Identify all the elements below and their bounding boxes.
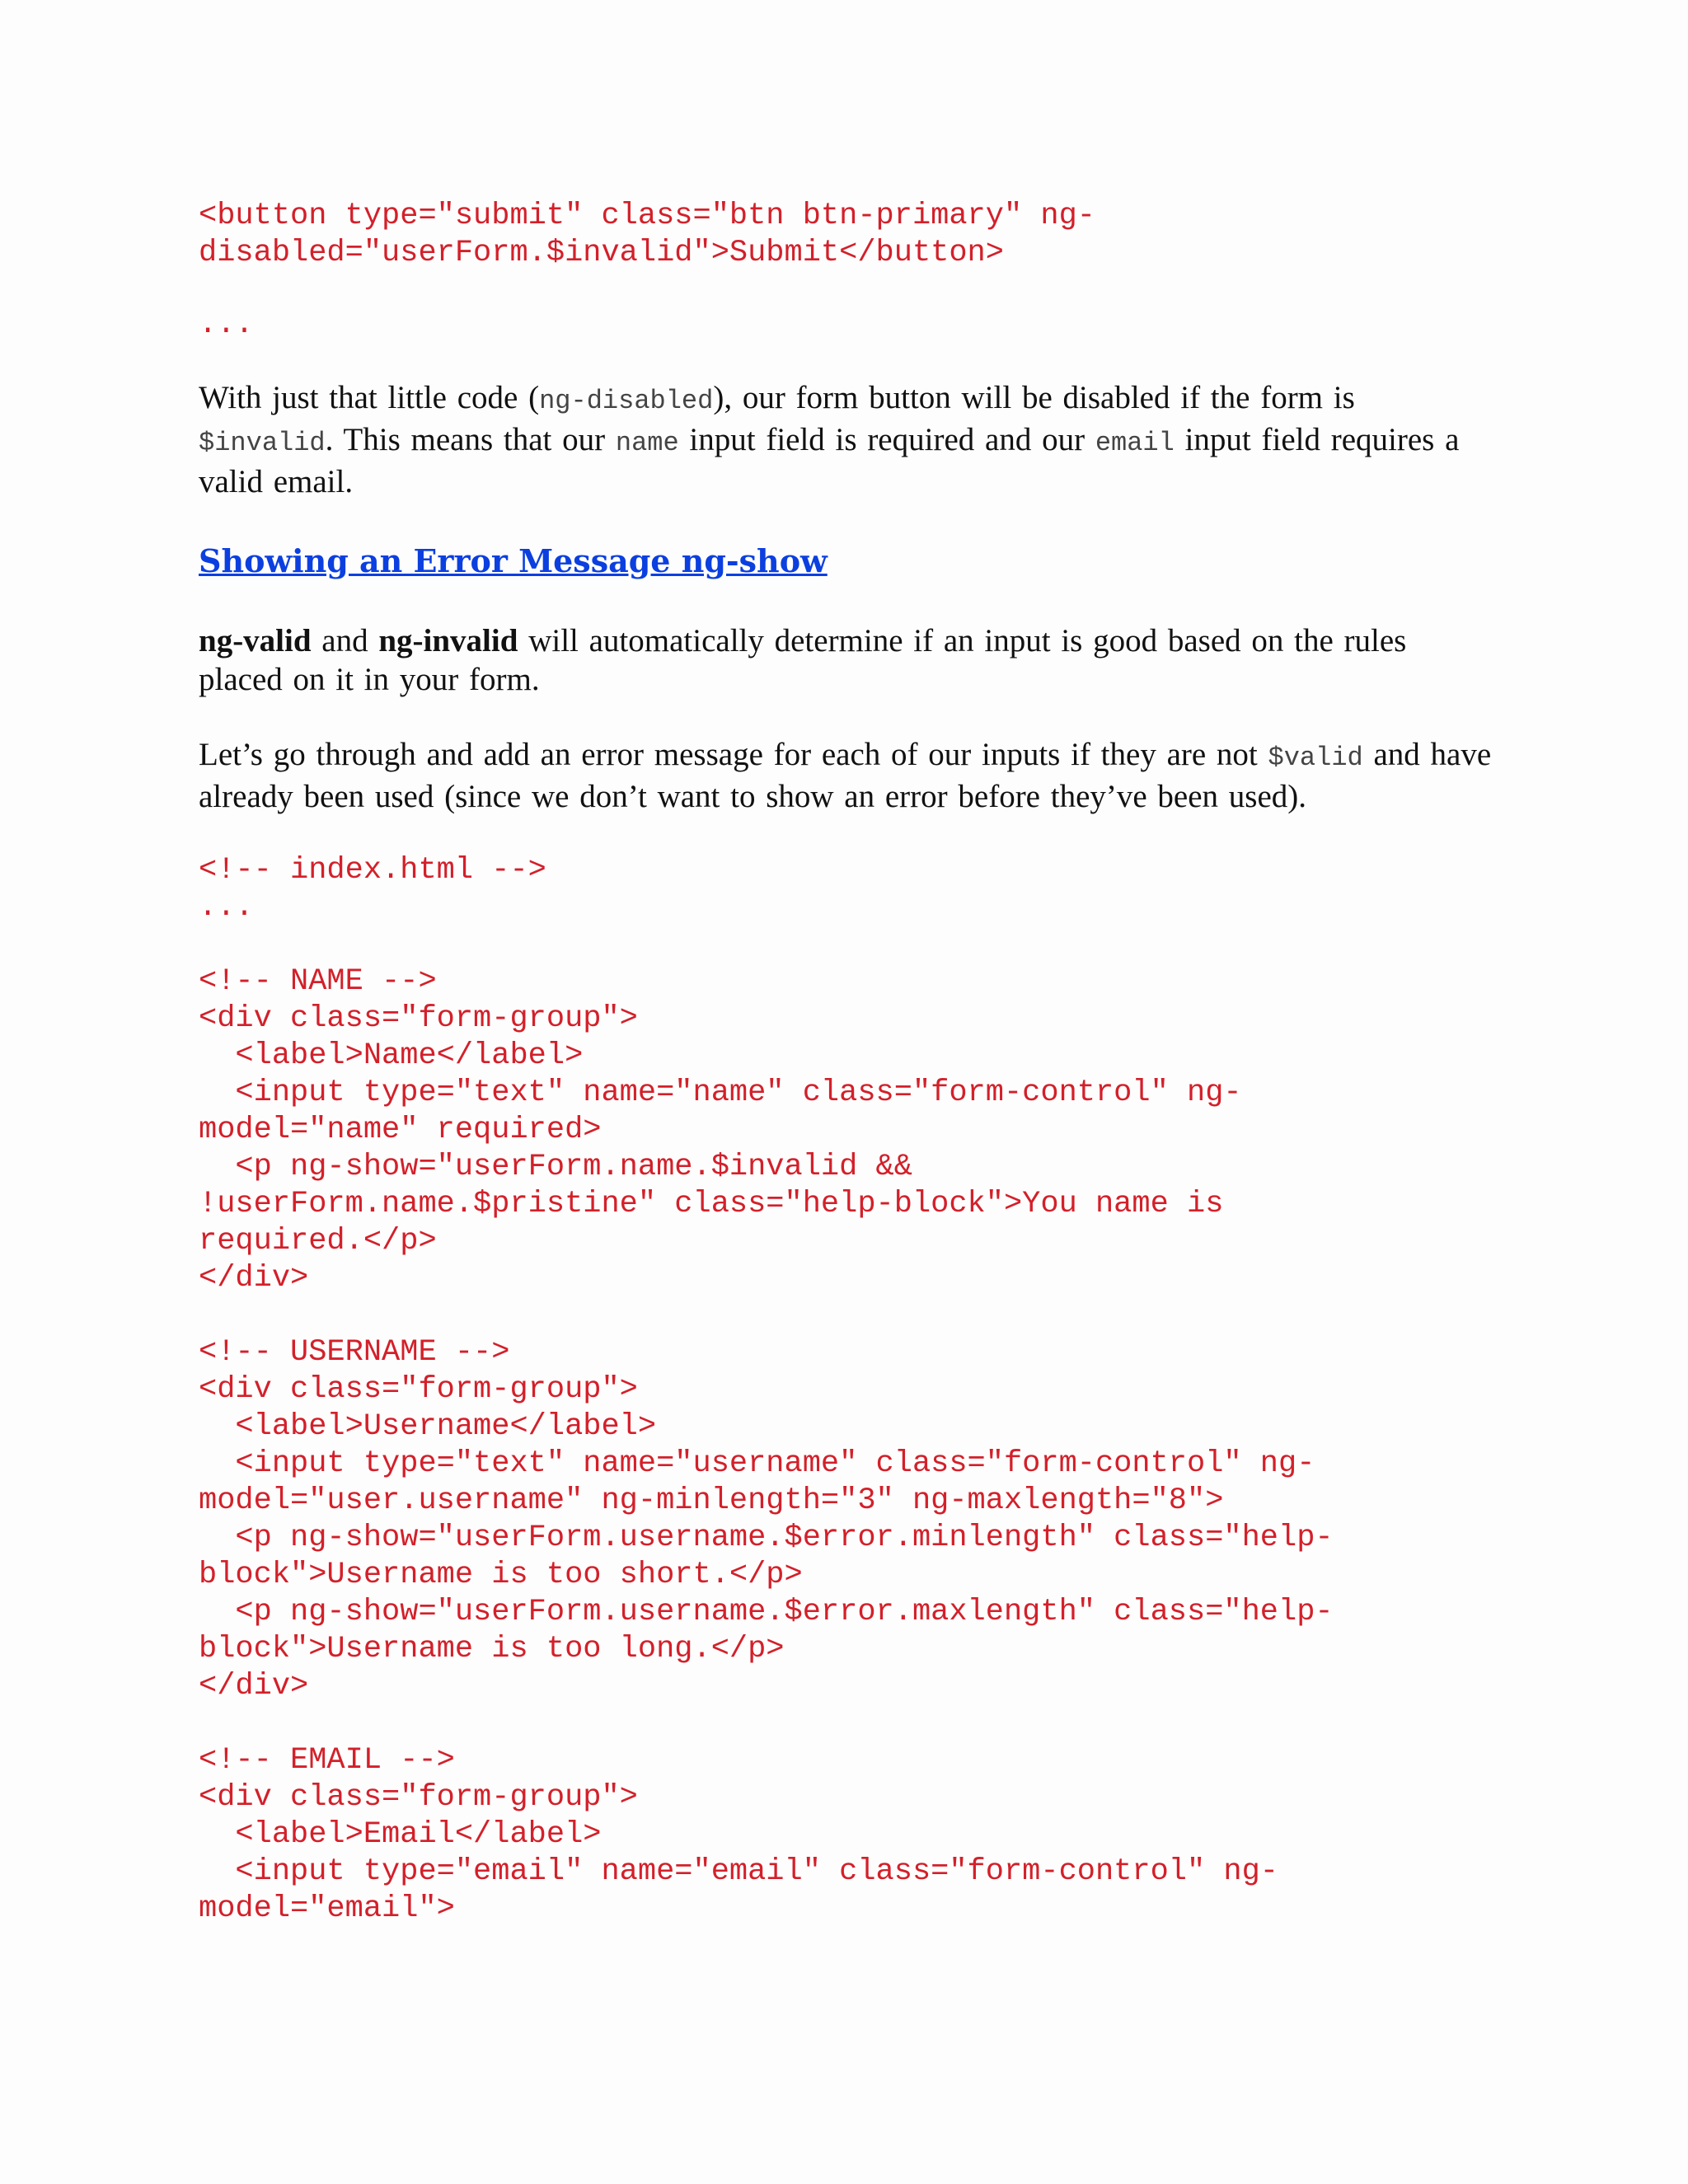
code-line xyxy=(199,926,1501,963)
code-line: <!-- EMAIL --> xyxy=(199,1743,455,1778)
code-line xyxy=(199,1297,1501,1334)
code-line: <div class="form-group"> xyxy=(199,1780,638,1815)
text-run: and have xyxy=(1362,737,1492,772)
inline-code: name xyxy=(615,428,679,458)
code-line: <!-- USERNAME --> xyxy=(199,1335,510,1370)
code-line xyxy=(199,1705,1501,1742)
code-line: !userForm.name.$pristine" class="help-block">You name is xyxy=(199,1187,1224,1221)
code-line: <p ng-show="userForm.name.$invalid && xyxy=(199,1150,912,1184)
page-content xyxy=(199,198,1501,1928)
code-line: <label>Name</label> xyxy=(199,1038,584,1073)
code-ellipsis: ... xyxy=(199,307,254,342)
code-line: <input type="text" name="name" class="form-control" ng- xyxy=(199,1076,1242,1110)
code-line: <label>Email</label> xyxy=(199,1817,602,1852)
code-line: </div> xyxy=(199,1669,309,1704)
code-line: <p ng-show="userForm.username.$error.maxlength" class="help- xyxy=(199,1595,1334,1629)
code-line: model="user.username" ng-minlength="3" ng-maxlength="8"> xyxy=(199,1483,1224,1518)
code-line: required.</p> xyxy=(199,1224,437,1258)
text-run: . This means that our xyxy=(325,422,616,457)
text-run: placed on it in your form. xyxy=(199,662,540,697)
text-run: input field requires a xyxy=(1174,422,1460,457)
code-line: ... xyxy=(199,890,254,925)
inline-code: email xyxy=(1095,428,1175,458)
code-line: <input type="email" name="email" class="form-control" ng- xyxy=(199,1854,1279,1889)
text-run: Let’s go through and add an error message for each of our inputs if they are not xyxy=(199,737,1268,772)
code-line: block">Username is too long.</p> xyxy=(199,1632,785,1666)
text-run: With just that little code ( xyxy=(199,380,540,415)
paragraph-ng-disabled xyxy=(199,378,1501,501)
code-line: <div class="form-group"> xyxy=(199,1001,638,1036)
bold-term: ng-invalid xyxy=(378,623,518,658)
code-line: model="name" required> xyxy=(199,1113,602,1147)
text-run: will automatically determine if an input is good based on the rules xyxy=(518,623,1407,658)
text-run: ), our form button will be disabled if the form is xyxy=(713,380,1355,415)
code-line: disabled="userForm.$invalid">Submit</button> xyxy=(199,236,1004,270)
bold-term: ng-valid xyxy=(199,623,312,658)
code-line: <input type="text" name="username" class="form-control" ng- xyxy=(199,1446,1315,1481)
code-line: block">Username is too short.</p> xyxy=(199,1558,803,1592)
code-line: </div> xyxy=(199,1261,309,1296)
code-line: <!-- NAME --> xyxy=(199,964,437,999)
code-line: model="email"> xyxy=(199,1891,455,1926)
text-run: and xyxy=(311,623,379,658)
paragraph-ng-valid xyxy=(199,621,1501,699)
inline-code: ng-disabled xyxy=(539,386,714,416)
inline-code: $invalid xyxy=(199,428,326,458)
code-block-index-html xyxy=(199,852,1501,1928)
code-line: <button type="submit" class="btn btn-primary" ng- xyxy=(199,199,1095,233)
code-block-submit-button xyxy=(199,198,1501,272)
code-line: <div class="form-group"> xyxy=(199,1372,638,1407)
text-run: input field is required and our xyxy=(678,422,1095,457)
code-line: <p ng-show="userForm.username.$error.minlength" class="help- xyxy=(199,1521,1334,1555)
inline-code: $valid xyxy=(1268,743,1363,773)
paragraph-error-messages xyxy=(199,735,1501,816)
text-run: valid email. xyxy=(199,464,354,499)
section-heading-link[interactable]: Showing an Error Message ng-show xyxy=(199,542,828,579)
code-line: <label>Username</label> xyxy=(199,1409,657,1444)
code-line: <!-- index.html --> xyxy=(199,853,546,888)
text-run: already been used (since we don’t want to show an error before they’ve been used). xyxy=(199,779,1307,814)
